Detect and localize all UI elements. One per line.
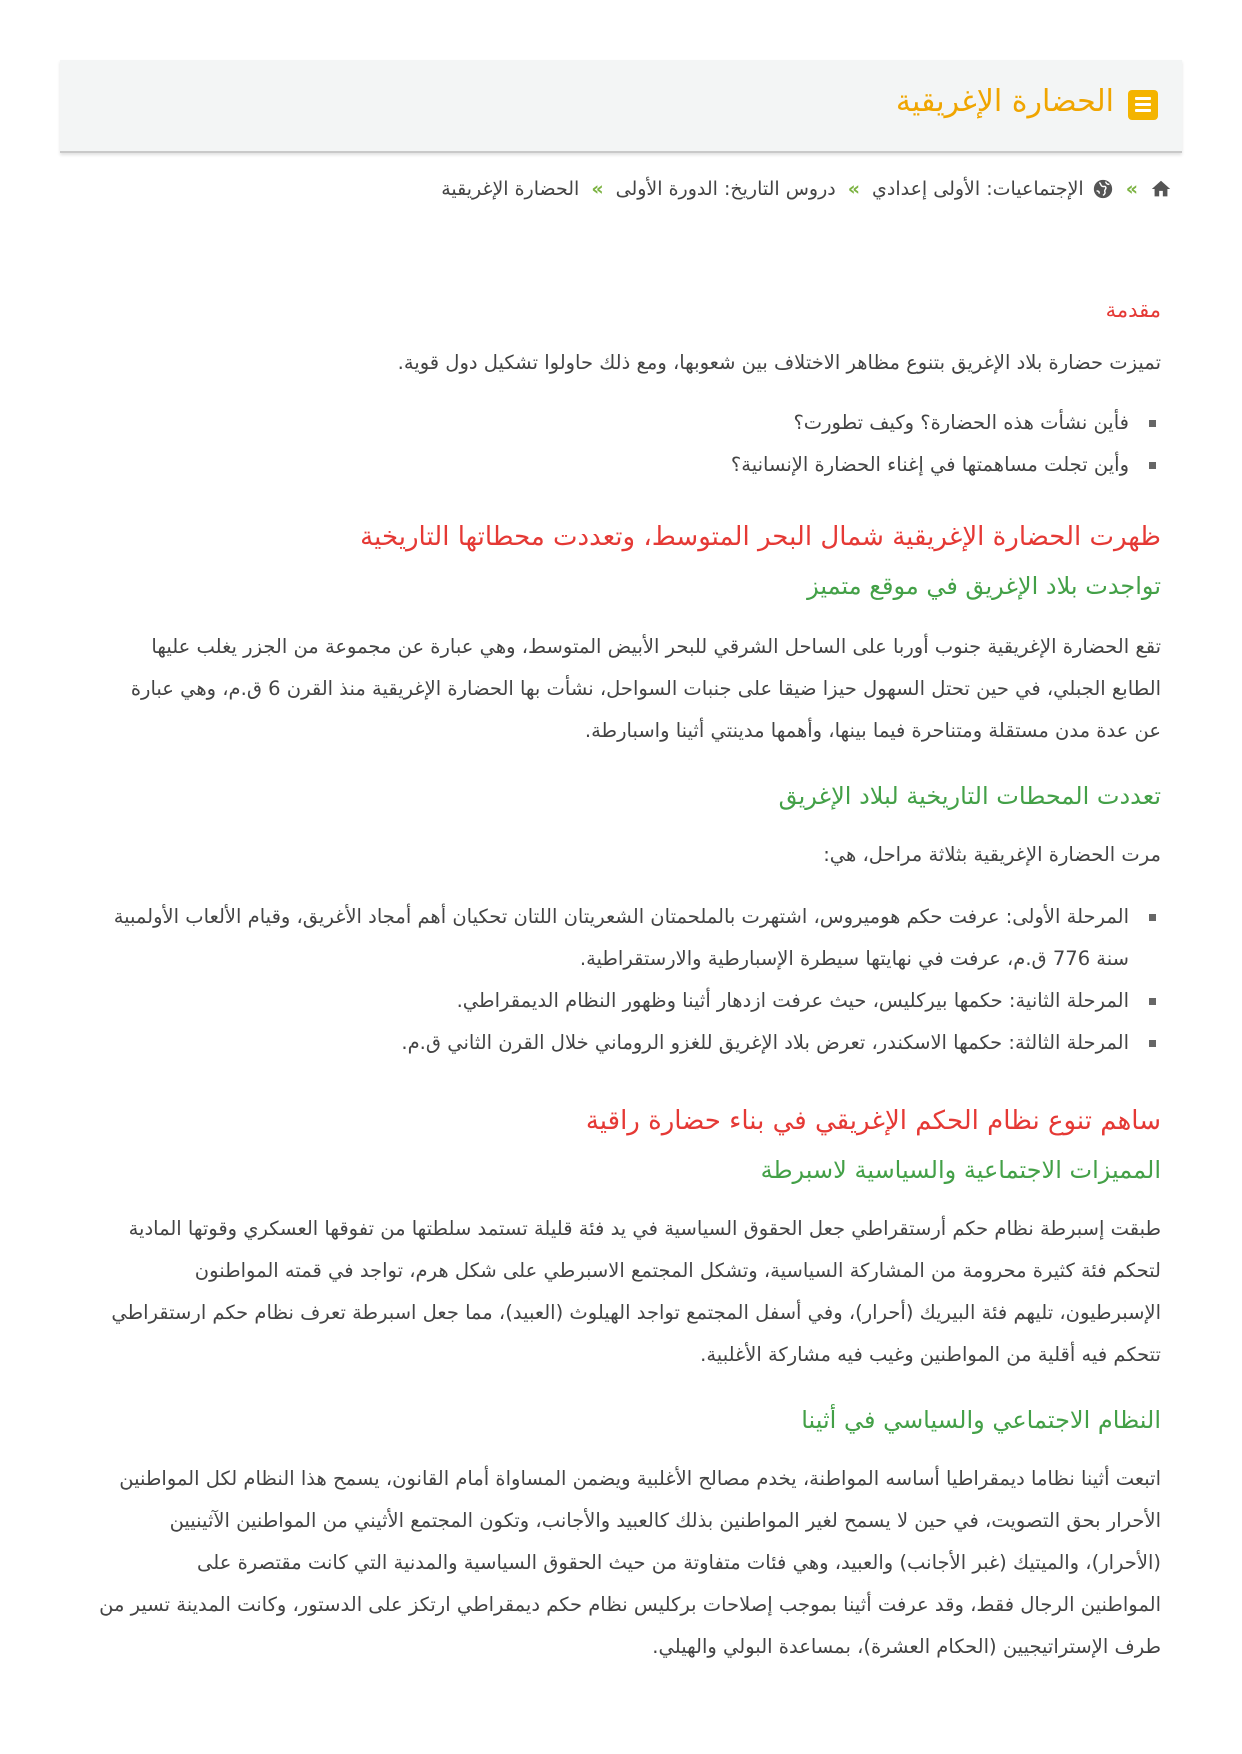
paragraph-line: تتحكم فيه أقلية من المواطنين وغيب فيه مشاركة الأغلبية. (700, 1343, 1161, 1366)
paragraph-line: طرف الإستراتيجيين (الحكام العشرة)، بمساعدة البولي والهيلي. (652, 1635, 1161, 1658)
breadcrumb-link-social-studies[interactable]: الإجتماعيات: الأولى إعدادي (872, 178, 1084, 200)
breadcrumb-current: الحضارة الإغريقية (441, 178, 580, 200)
breadcrumb-link-history-lessons[interactable]: دروس التاريخ: الدورة الأولى (615, 178, 836, 200)
section2-sub2-heading: النظام الاجتماعي والسياسي في أثينا (801, 1406, 1161, 1434)
paragraph-line: المواطنين الرجال فقط، وقد عرفت أثينا بموجب إصلاحات بركليس نظام حكم ديمقراطي ارتكز على الدستور، وكانت المدينة تسير من (99, 1593, 1161, 1616)
section1-sub1-paragraph (80, 626, 1161, 752)
page-header (60, 60, 1182, 153)
section1-sub1-heading: تواجدت بلاد الإغريق في موقع متميز (807, 572, 1161, 600)
section2-sub1-heading: المميزات الاجتماعية والسياسية لاسبرطة (760, 1156, 1161, 1184)
section1-sub2-heading: تعددت المحطات التاريخية لبلاد الإغريق (778, 782, 1161, 810)
paragraph-line: لتحكم فئة كثيرة محرومة من المشاركة السياسية، وتشكل المجتمع الاسبرطي على شكل هرم، تواجد في قمته المواطنون (194, 1259, 1161, 1282)
list-item: فأين نشأت هذه الحضارة؟ وكيف تطورت؟ (80, 402, 1161, 444)
paragraph-line: (الأحرار)، والميتيك (غبر الأجانب) والعبيد، وهي فئات متفاوتة من حيث الحقوق السياسية والمدنية التي كانت مقتصرة على (197, 1551, 1161, 1574)
breadcrumb-separator: » (847, 178, 860, 200)
page-title: الحضارة الإغريقية (895, 84, 1114, 119)
paragraph-line: اتبعت أثينا نظاما ديمقراطيا أساسه المواطنة، يخدم مصالح الأغلبية ويضمن المساواة أمام القانون، يسمح هذا النظام لكل المواطنين (119, 1467, 1161, 1490)
section2-sub1-paragraph (80, 1208, 1161, 1376)
stages-intro: مرت الحضارة الإغريقية بثلاثة مراحل، هي: (823, 843, 1161, 866)
list-item: وأين تجلت مساهمتها في إغناء الحضارة الإنسانية؟ (80, 444, 1161, 486)
globe-icon (1092, 178, 1114, 200)
paragraph-line: طبقت إسبرطة نظام حكم أرستقراطي جعل الحقوق السياسية في يد فئة قليلة تستمد سلطتها من تفوقها العسكري وقوتها المادية (128, 1217, 1161, 1240)
intro-text: تميزت حضارة بلاد الإغريق بتنوع مظاهر الاختلاف بين شعوبها، ومع ذلك حاولوا تشكيل دول قوية. (397, 351, 1161, 374)
paragraph-line: تقع الحضارة الإغريقية جنوب أوربا على الساحل الشرقي للبحر الأبيض المتوسط، وهي عبارة عن مجموعة من الجزر يغلب عليها (151, 635, 1161, 658)
intro-heading: مقدمة (1105, 298, 1161, 322)
document-icon (1128, 90, 1158, 120)
paragraph-line: الطابع الجبلي، في حين تحتل السهول حيزا ضيقا على جنبات السواحل، نشأت بها الحضارة الإغريقية منذ القرن 6 ق.م، وهي عبارة (130, 677, 1161, 700)
paragraph-line: الأحرار بحق التصويت، في حين لا يسمح لغير المواطنين بذلك كالعبيد والأجانب، وتكون المجتمع الأثيني من المواطنين الآثينيين (169, 1509, 1161, 1532)
home-icon[interactable] (1150, 178, 1172, 200)
breadcrumb-separator: » (591, 178, 604, 200)
section2-sub2-paragraph (80, 1458, 1161, 1668)
breadcrumb (441, 178, 1172, 200)
section2-heading: ساهم تنوع نظام الحكم الإغريقي في بناء حضارة راقية (585, 1106, 1161, 1136)
article-content (80, 290, 1161, 1668)
list-item: المرحلة الثالثة: حكمها الاسكندر، تعرض بلاد الإغريق للغزو الروماني خلال القرن الثاني ق.م. (80, 1022, 1161, 1064)
list-item: المرحلة الثانية: حكمها بيركليس، حيث عرفت ازدهار أثينا وظهور النظام الديمقراطي. (80, 980, 1161, 1022)
stages-list (80, 896, 1161, 1064)
list-item: المرحلة الأولى: عرفت حكم هوميروس، اشتهرت بالملحمتان الشعريتان اللتان تحكيان أهم أمجاد الأغريق، وقيام الألعاب الأولمبية سنة 776 ق.م، عرفت في نهايتها سيطرة الإسبارطية والارستقراطية. (80, 896, 1161, 980)
intro-questions-list (80, 402, 1161, 486)
paragraph-line: الإسبرطيون، تليهم فئة البيريك (أحرار)، وفي أسفل المجتمع تواجد الهيلوث (العبيد)، مما جعل اسبرطة تعرف نظام حكم ارستقراطي (111, 1301, 1161, 1324)
breadcrumb-separator: » (1125, 178, 1138, 200)
section1-heading: ظهرت الحضارة الإغريقية شمال البحر المتوسط، وتعددت محطاتها التاريخية (360, 522, 1161, 552)
paragraph-line: عن عدة مدن مستقلة ومتناحرة فيما بينها، وأهمها مدينتي أثينا واسبارطة. (584, 719, 1161, 742)
